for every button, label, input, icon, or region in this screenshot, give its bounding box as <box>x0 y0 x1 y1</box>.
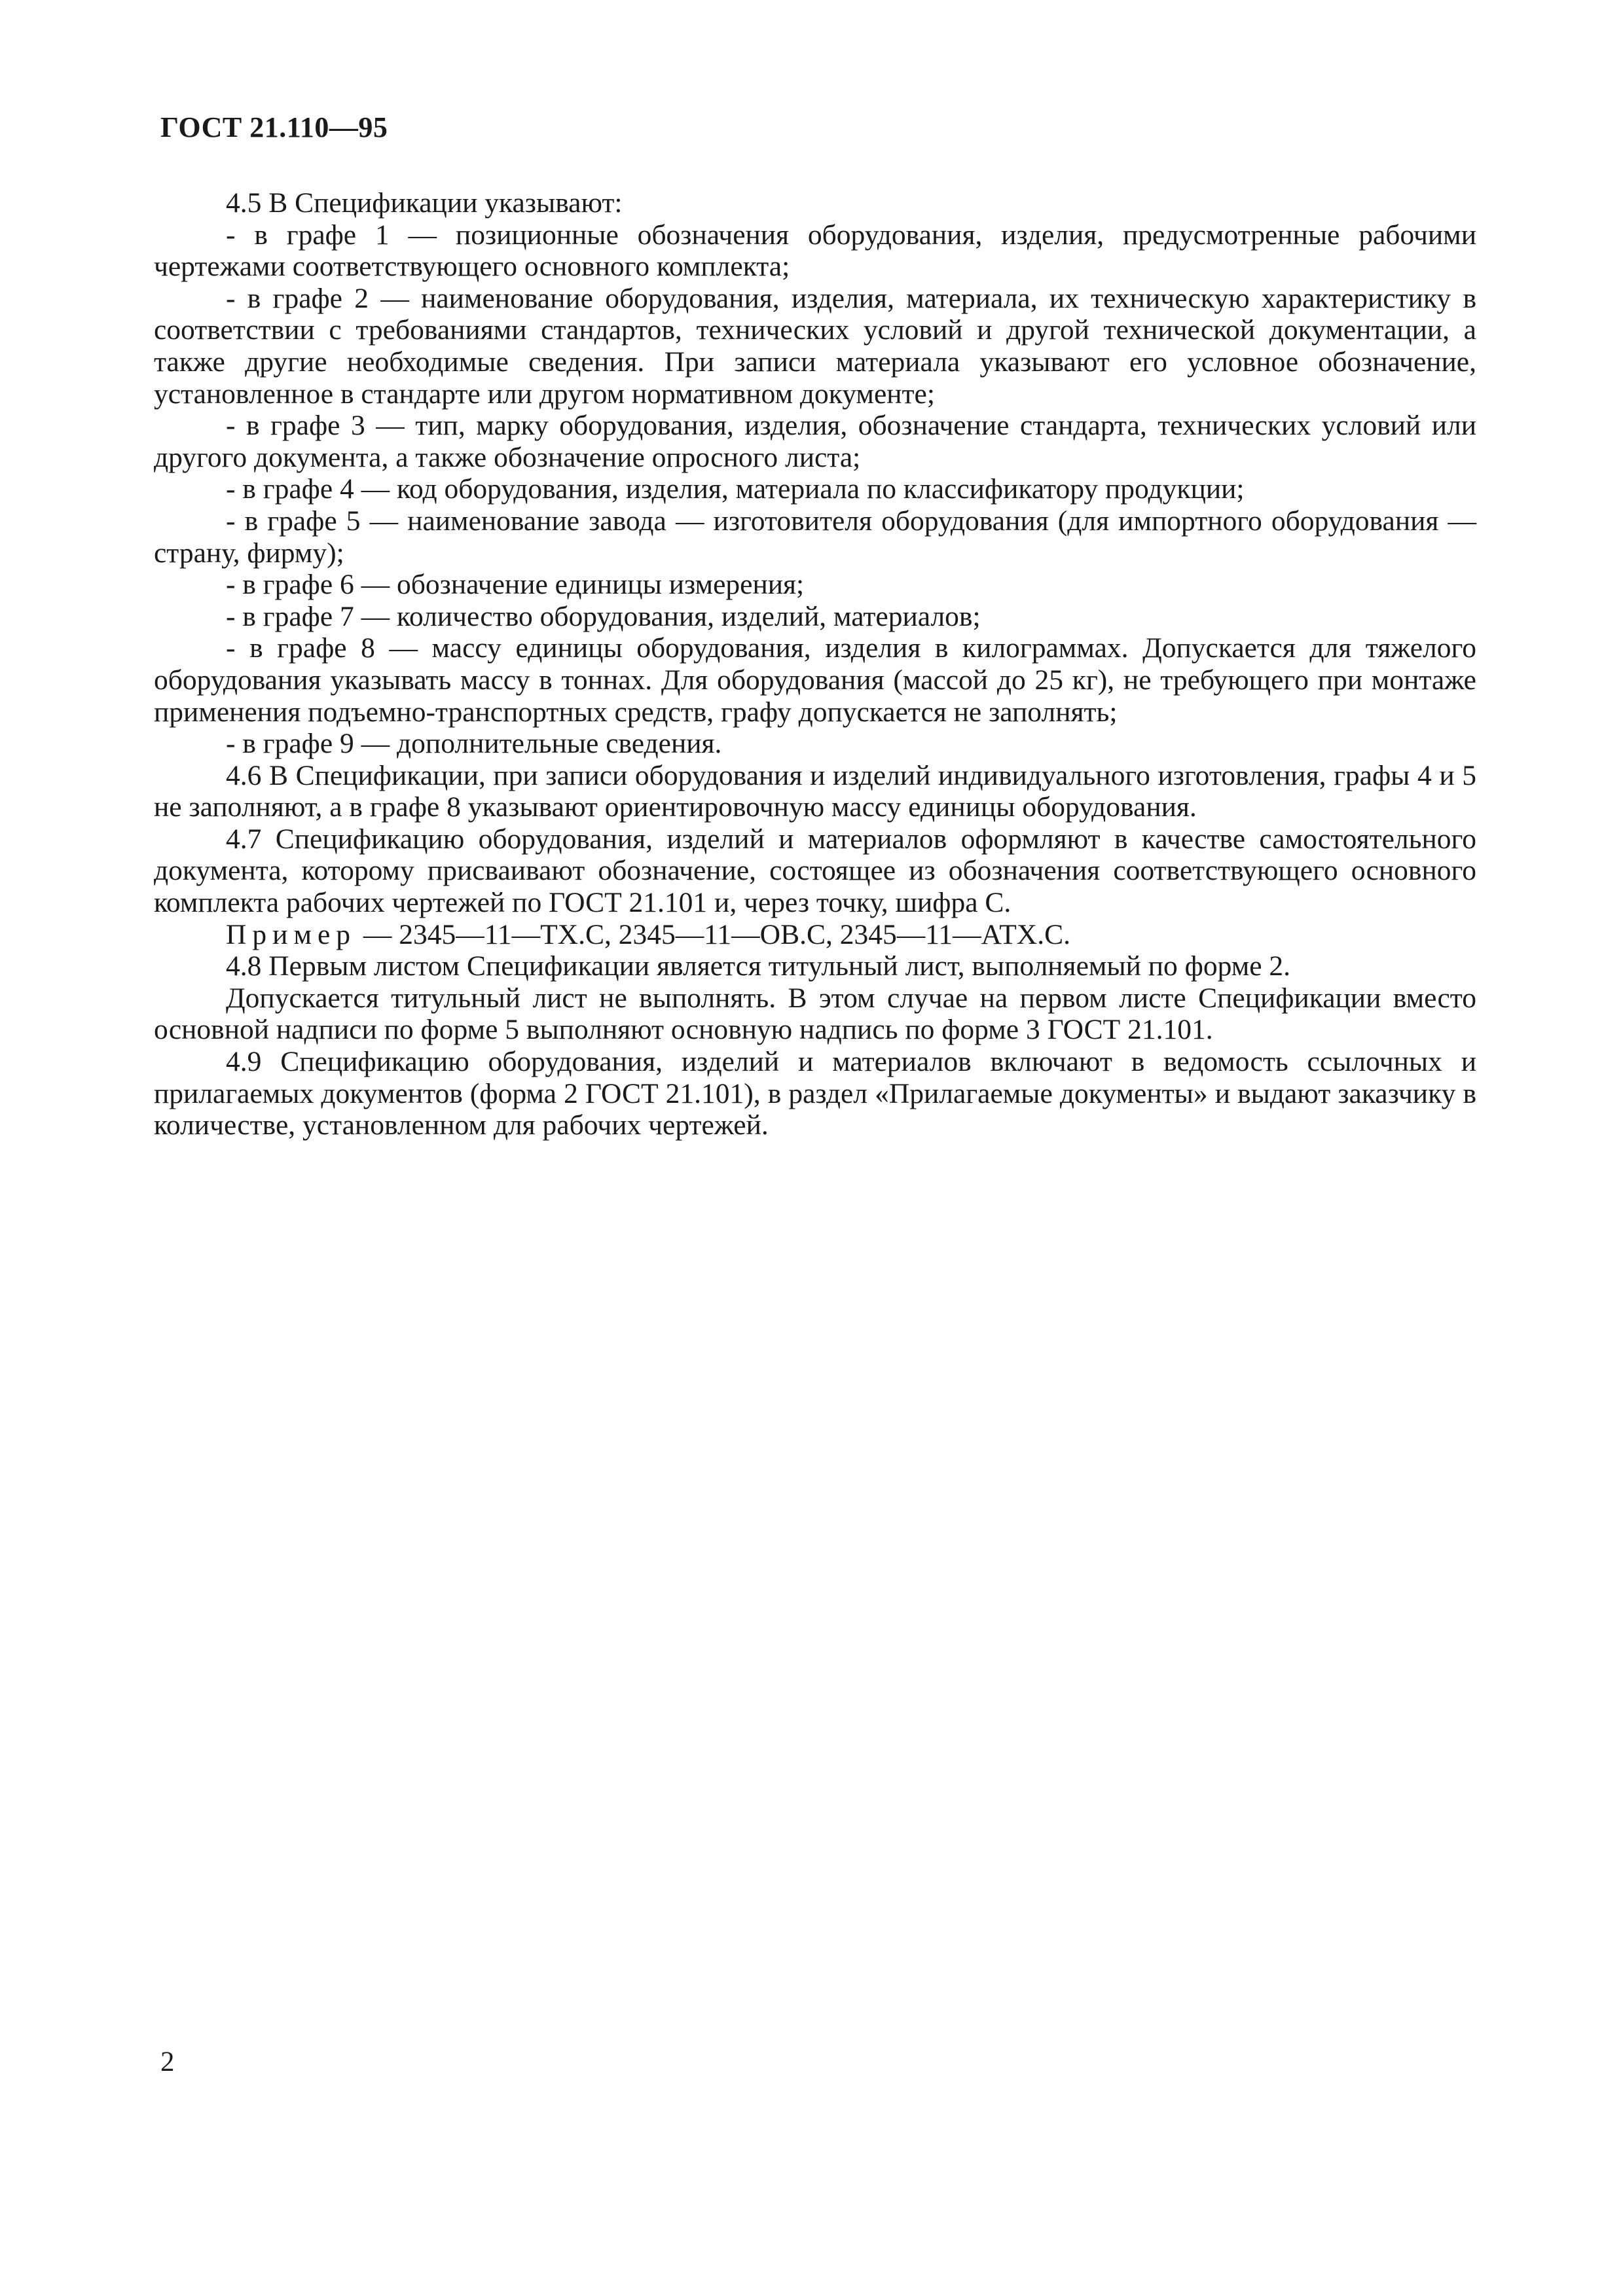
list-item-column-6: - в графе 6 — обозначение единицы измерения; <box>226 569 805 601</box>
list-item-column-5: - в графе 5 — наименование завода — изготовителя оборудования (для импортного оборудования — страну, фирму); <box>154 505 1476 569</box>
paragraph-4-7: 4.7 Спецификацию оборудования, изделий и материалов оформляют в качестве самостоятельного документа, которому присваивают обозначение, состоящее из обозначения соответствующего основного комплекта рабочих чертежей по ГОСТ 21.101 и, через точку, шифра С. <box>154 823 1476 919</box>
list-item-column-9: - в графе 9 — дополнительные сведения. <box>226 728 722 760</box>
list-item-column-1: - в графе 1 — позиционные обозначения оборудования, изделия, предусмотренные рабочими чертежами соответствующего основного комплекта; <box>154 219 1476 283</box>
paragraph-title-sheet-note: Допускается титульный лист не выполнять. В этом случае на первом листе Спецификации вместо основной надписи по форме 5 выполняют основную надпись по форме 3 ГОСТ 21.101. <box>154 982 1476 1046</box>
list-item-column-8: - в графе 8 — массу единицы оборудования, изделия в килограммах. Допускается для тяжелого оборудования указывать массу в тоннах. Для оборудования (массой до 25 кг), не требующего при монтаже применения подъемно-транспортных средств, графу допускается не заполнять; <box>154 632 1476 728</box>
document-body <box>154 187 1476 1141</box>
paragraph-4-9: 4.9 Спецификацию оборудования, изделий и материалов включают в ведомость ссылочных и прилагаемых документов (форма 2 ГОСТ 21.101), в раздел «Прилагаемые документы» и выдают заказчику в количестве, установленном для рабочих чертежей. <box>154 1046 1476 1141</box>
list-item-column-3: - в графе 3 — тип, марку оборудования, изделия, обозначение стандарта, технических условий или другого документа, а также обозначение опросного листа; <box>154 410 1476 473</box>
list-item-column-7: - в графе 7 — количество оборудования, изделий, материалов; <box>226 600 981 632</box>
paragraph-4-5: 4.5 В Спецификации указывают: <box>226 187 623 219</box>
list-item-column-2: - в графе 2 — наименование оборудования, изделия, материала, их техническую характеристику в соответствии с требованиями стандартов, технических условий и другой технической документации, а также другие необходимые сведения. При записи материала указывают его условное обозначение, установленное в стандарте или другом нормативном документе; <box>154 282 1476 410</box>
page-number: 2 <box>160 2047 175 2077</box>
paragraph-4-8: 4.8 Первым листом Спецификации является титульный лист, выполняемый по форме 2. <box>226 950 1291 982</box>
example-label: Пример <box>226 918 357 950</box>
list-item-column-4: - в графе 4 — код оборудования, изделия, материала по классификатору продукции; <box>226 473 1245 505</box>
paragraph-4-6: 4.6 В Спецификации, при записи оборудования и изделий индивидуального изготовления, графы 4 и 5 не заполняют, а в графе 8 указывают ориентировочную массу единицы оборудования. <box>154 759 1476 823</box>
example-paragraph <box>154 919 1476 951</box>
example-text: — 2345—11—ТХ.С, 2345—11—ОВ.С, 2345—11—АТХ.С. <box>356 918 1070 950</box>
document-code-header: ГОСТ 21.110—95 <box>160 111 388 143</box>
